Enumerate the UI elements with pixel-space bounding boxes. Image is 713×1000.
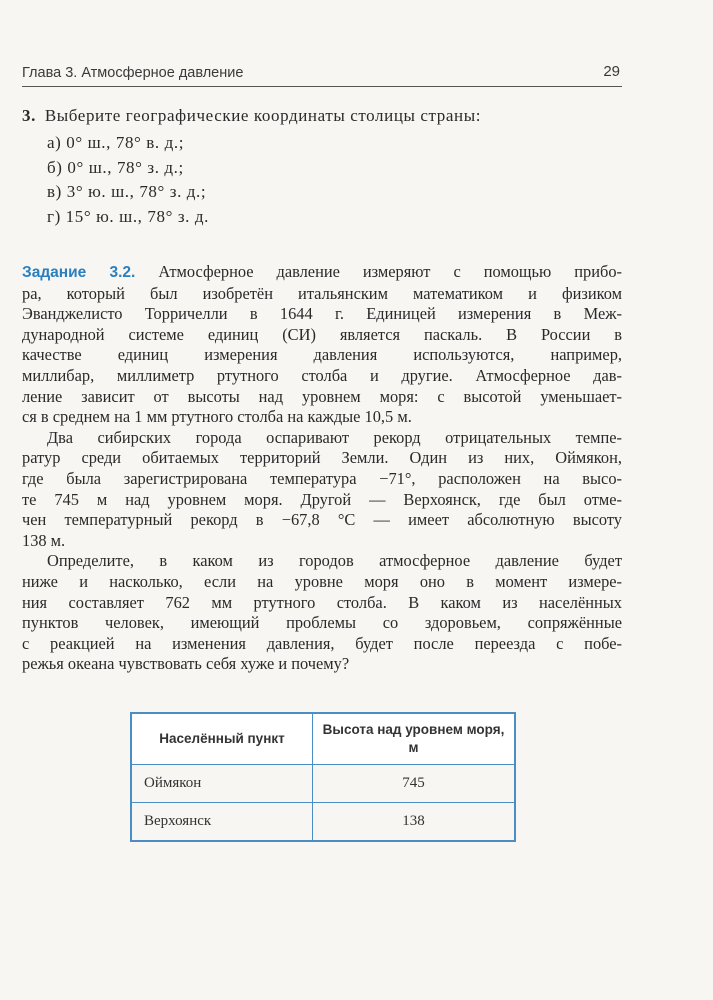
settlement-name: Оймякон <box>131 765 313 803</box>
answer-options <box>22 131 622 229</box>
page-header <box>22 60 622 87</box>
text-line: пунктов человек, имеющий проблемы со здоровьем, сопряжённые <box>22 613 622 633</box>
text-line: с реакцией на изменения давления, будет после переезда с побе- <box>22 633 622 653</box>
answer-option-a: а) 0° ш., 78° в. д.; <box>47 133 185 152</box>
text-line: Два сибирских города оспаривают рекорд отрицательных темпе- <box>47 427 622 447</box>
column-header-altitude: Высота над уровнем моря, м <box>313 713 516 765</box>
question-number: 3. <box>22 106 36 125</box>
text-line: режья океана чувствовать себя хуже и почему? <box>22 654 350 674</box>
answer-option-d: г) 15° ю. ш., 78° з. д. <box>47 206 209 226</box>
task-label: Задание 3.2. <box>22 264 136 281</box>
text-line: те 745 м над уровнем моря. Другой — Верхоянск, где был отме- <box>22 489 622 509</box>
text-line: ся в среднем на 1 мм ртутного столба на каждые 10,5 м. <box>22 407 412 427</box>
task-3-2 <box>22 262 622 675</box>
text-line: миллибар, миллиметр ртутного столба и другие. Атмосферное дав- <box>22 365 622 385</box>
table-row <box>131 803 515 842</box>
text-line: Определите, в каком из городов атмосферное давление будет <box>47 551 622 571</box>
question-3 <box>22 104 622 229</box>
text-line: ратур среди обитаемых территорий Земли. Один из них, Оймякон, <box>22 448 622 468</box>
page-number: 29 <box>603 63 620 80</box>
column-header-settlement: Населённый пункт <box>131 713 313 765</box>
question-title <box>22 104 622 127</box>
text-line: ление зависит от высоты над уровнем моря: с высотой уменьшает- <box>22 386 622 406</box>
settlement-name: Верхоянск <box>131 803 313 842</box>
text-line: где была зарегистрирована температура −71°, расположен на высо- <box>22 468 622 488</box>
text-line: Задание 3.2. Атмосферное давление измеряют с помощью прибо- <box>22 262 622 281</box>
text-line: ра, который был изобретён итальянским математиком и физиком <box>22 283 622 303</box>
text-line: 138 м. <box>22 530 66 550</box>
table-row <box>131 765 515 803</box>
text-line: ния составляет 762 мм ртутного столба. В каком из населённых <box>22 592 622 612</box>
altitude-value: 745 <box>313 765 516 803</box>
task-paragraph-1 <box>22 262 622 428</box>
text-line: Эванджелисто Торричелли в 1644 г. Единицей измерения в Меж- <box>22 304 622 324</box>
chapter-title: Глава 3. Атмосферное давление <box>22 65 244 81</box>
altitude-value: 138 <box>313 803 516 842</box>
text-line: чен температурный рекорд в −67,8 °С — имеет абсолютную высоту <box>22 510 622 530</box>
task-paragraph-3 <box>22 551 622 675</box>
text-line: дународной системе единиц (СИ) является паскаль. В России в <box>22 324 622 344</box>
question-text: Выберите географические координаты столицы страны: <box>44 106 482 125</box>
answer-option-c: в) 3° ю. ш., 78° з. д.; <box>47 182 207 201</box>
answer-option-b: б) 0° ш., 78° з. д.; <box>47 157 184 177</box>
text-line: качестве единиц измерения давления используются, например, <box>22 345 622 365</box>
altitude-table <box>130 712 516 842</box>
task-paragraph-2 <box>22 428 622 552</box>
text-line: ниже и насколько, если на уровне моря оно в момент измере- <box>22 571 622 591</box>
table-header-row <box>131 713 515 765</box>
